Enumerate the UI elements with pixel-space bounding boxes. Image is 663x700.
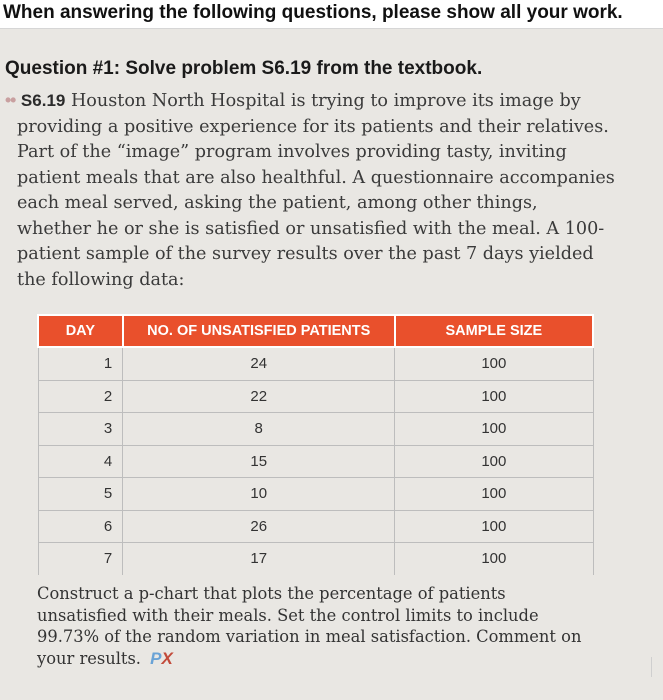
question-title: Question #1: Solve problem S6.19 from the textbook.: [5, 58, 483, 79]
data-table: [37, 314, 594, 575]
table-header-row: [38, 315, 593, 347]
cell-sample-size: 100: [395, 510, 593, 543]
table-row: [38, 478, 593, 511]
cell-unsatisfied: 26: [123, 510, 395, 543]
px-logo-x: X: [161, 648, 173, 668]
table-row: [38, 543, 593, 575]
problem-paragraph: [5, 88, 617, 293]
cell-day: 2: [38, 380, 123, 413]
header-day: DAY: [38, 315, 123, 347]
cell-sample-size: 100: [395, 380, 593, 413]
cell-unsatisfied: 22: [123, 380, 395, 413]
cell-sample-size: 100: [395, 347, 593, 380]
cell-sample-size: 100: [395, 445, 593, 478]
cell-sample-size: 100: [395, 413, 593, 446]
instruction-banner: When answering the following questions, please show all your work.: [0, 0, 663, 29]
problem-code: S6.19: [20, 91, 66, 110]
header-unsatisfied: NO. OF UNSATISFIED PATIENTS: [123, 315, 395, 347]
problem-text: Houston North Hospital is trying to improve its image by providing a positive experience for its patients and their relatives. Part of the “image” program involves providing tasty, inviting patient meals that are also healthful. A questionnaire accompanies each meal served, asking the patient, among other things, whether he or she is satisfied or unsatisfied with the meal. A 100-patient sample of the survey results over the past 7 days yielded the following data:: [17, 91, 615, 290]
text-cursor: [651, 657, 652, 677]
table-row: [38, 380, 593, 413]
cell-sample-size: 100: [395, 543, 593, 575]
cell-unsatisfied: 24: [123, 347, 395, 380]
cell-day: 6: [38, 510, 123, 543]
cell-day: 7: [38, 543, 123, 575]
cell-day: 3: [38, 413, 123, 446]
table-row: [38, 445, 593, 478]
table-row: [38, 413, 593, 446]
cell-day: 4: [38, 445, 123, 478]
px-logo-p: P: [150, 648, 162, 668]
header-sample-size: SAMPLE SIZE: [395, 315, 593, 347]
cell-day: 5: [38, 478, 123, 511]
cell-unsatisfied: 10: [123, 478, 395, 511]
difficulty-dots: ••: [5, 90, 16, 110]
task-text: Construct a p-chart that plots the percentage of patients unsatisfied with their meals. Set the control limits to include 99.73% of the random variation in meal satisfaction. Comment on your results.: [37, 584, 582, 668]
px-logo-icon: [150, 649, 173, 668]
cell-sample-size: 100: [395, 478, 593, 511]
cell-unsatisfied: 8: [123, 413, 395, 446]
table-row: [38, 510, 593, 543]
task-instructions: [37, 583, 597, 669]
table-row: [38, 347, 593, 380]
cell-unsatisfied: 15: [123, 445, 395, 478]
cell-unsatisfied: 17: [123, 543, 395, 575]
cell-day: 1: [38, 347, 123, 380]
